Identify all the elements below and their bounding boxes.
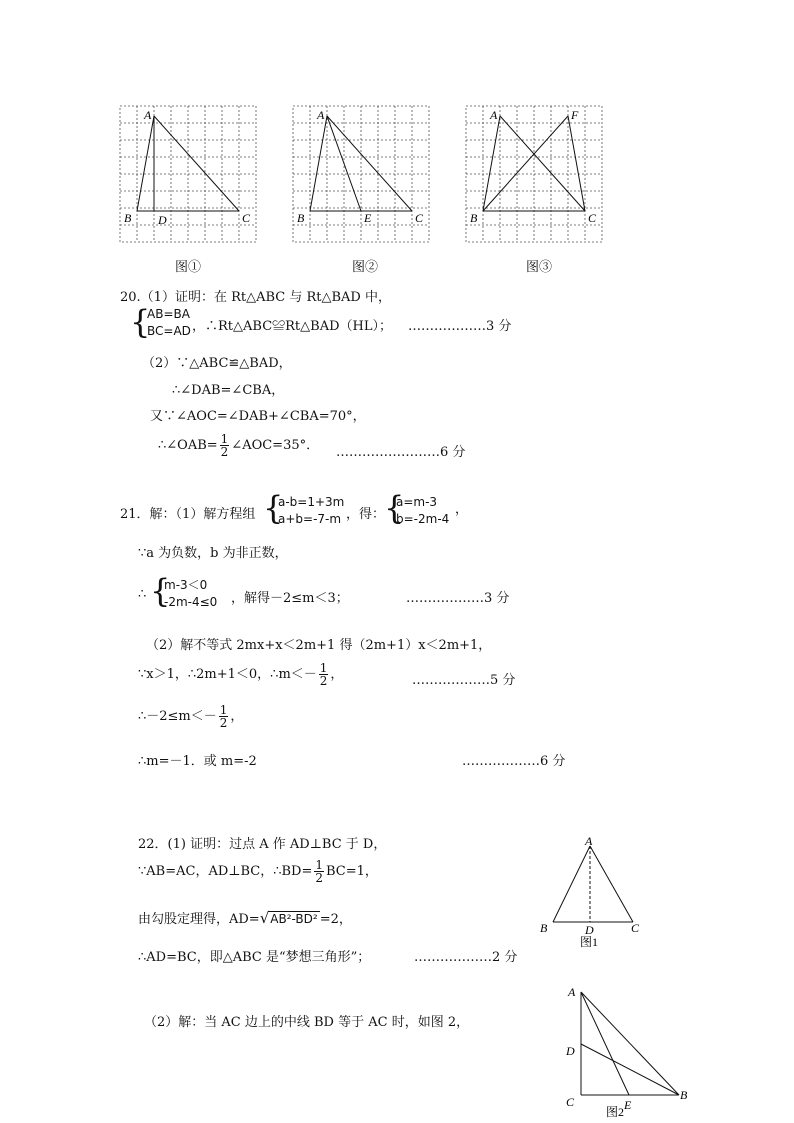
figure-1-grid (118, 104, 260, 246)
label-F: F (571, 108, 579, 122)
q21-line4-num: 1 (319, 661, 328, 675)
q21-system2 (396, 494, 449, 528)
q21-brace3: { (150, 572, 171, 610)
figure-3-grid (464, 104, 606, 246)
label-C: C (242, 211, 251, 225)
q20-frac-num: 1 (220, 432, 229, 446)
q20-line2: （2）∵△ABC≌△BAD， (142, 356, 292, 371)
q22-line2-den: 2 (315, 871, 323, 885)
q21-brace2: { (384, 489, 405, 527)
figure-1-caption: 图① (175, 260, 202, 275)
q21-res2: b=-2m-4 (396, 512, 450, 526)
q21-solve: ，解得－2≤m＜3； (231, 591, 349, 606)
sqrt-sign: √ (259, 909, 270, 927)
q21-line5a: ∴－2≤m＜－ (138, 709, 217, 724)
label-D: D (585, 923, 594, 937)
label-D: D (158, 213, 167, 227)
figure-2-caption: 图2 (606, 1105, 625, 1119)
q22-line2-num: 1 (315, 858, 323, 872)
q20-line1: 20.（1）证明：在 Rt△ABC 与 Rt△BAD 中， (120, 290, 391, 305)
q22-line5: （2）解：当 AC 边上的中线 BD 等于 AC 时，如图 2， (144, 1015, 470, 1030)
label-A: A (317, 108, 325, 122)
grid-lines (120, 106, 256, 242)
q20-sys-line2: BC=AD (147, 324, 191, 338)
q20-line3: ∴∠DAB=∠CBA， (172, 383, 285, 398)
q20-fraction (220, 433, 230, 458)
label-C: C (631, 921, 640, 935)
q22-line4: ∴AD=BC，即△ABC 是“梦想三角形”； (138, 950, 371, 965)
q21-line1a: 21．解：（1）解方程组 (120, 507, 256, 522)
q22-figure-2 (560, 982, 694, 1120)
q22-line2-fraction (314, 859, 324, 884)
q22-figure-1 (536, 834, 646, 954)
label-C: C (588, 211, 597, 225)
q20-line5 (158, 433, 319, 458)
q21-line5-den: 2 (219, 716, 228, 730)
label-A: A (568, 985, 576, 999)
figure-3-caption: 图③ (526, 260, 553, 275)
q21-line4b: ， (330, 667, 344, 682)
q22-score1: ………………2 分 (414, 950, 518, 965)
q22-line2 (138, 859, 378, 884)
q21-line3: （2）解不等式 2mx+x＜2m+1 得（2m+1）x＜2m+1， (146, 638, 492, 653)
label-B: B (540, 921, 548, 935)
q22-radicand: AB²-BD² (270, 912, 318, 926)
q20-score2: ……………………6 分 (336, 445, 466, 460)
q21-score1: ………………3 分 (406, 591, 510, 606)
q21-res1: a=m-3 (396, 495, 438, 509)
q22-line3a: 由勾股定理得，AD= (138, 912, 260, 927)
q22-line2b: BC=1， (326, 864, 378, 879)
q21-get: ，得： (346, 507, 386, 522)
q20-brace: { (130, 303, 151, 341)
figure-2-caption: 图② (352, 260, 379, 275)
q21-comma: ， (455, 502, 469, 517)
label-A: A (144, 108, 152, 122)
q22-line3 (138, 908, 352, 927)
q21-line4 (138, 662, 343, 687)
label-E: E (624, 1098, 632, 1112)
q21-line4a: ∵x＞1，∴2m+1＜0，∴m＜－ (138, 667, 317, 682)
q21-score3: ………………6 分 (462, 754, 566, 769)
q21-brace1: { (263, 489, 284, 527)
q22-line1: 22．(1) 证明：过点 A 作 AD⊥BC 于 D， (138, 837, 387, 852)
q21-score2: ………………5 分 (412, 673, 516, 688)
q21-eq2: a+b=-7-m (278, 512, 342, 526)
q21-line5 (138, 704, 243, 729)
q20-line5b: ∠AOC=35°． (231, 438, 320, 453)
q20-system (147, 306, 191, 340)
q21-eq1: a-b=1+3m (278, 495, 345, 509)
label-E: E (364, 211, 372, 225)
q20-score1: ………………3 分 (408, 319, 512, 334)
q21-therefore: ∴ (138, 587, 147, 602)
q22-line3b: =2， (319, 912, 352, 927)
label-C: C (415, 211, 424, 225)
label-B: B (470, 211, 478, 225)
q21-line2: ∵a 为负数，b 为非正数， (138, 546, 288, 561)
label-B: B (124, 211, 132, 225)
q21-line5-fraction (219, 704, 229, 729)
label-C: C (566, 1095, 575, 1109)
q22-line2a: ∵AB=AC，AD⊥BC，∴BD= (138, 864, 313, 879)
q21-ineq2: -2m-4≤0 (164, 595, 218, 609)
label-A: A (585, 834, 593, 848)
q20-line4: 又∵∠AOC=∠DAB+∠CBA=70°， (150, 409, 366, 424)
figure-2-grid (291, 104, 433, 246)
q21-system3 (164, 577, 217, 611)
q21-line6: ∴m=－1．或 m=-2 (138, 754, 257, 769)
q20-line5a: ∴∠OAB= (158, 438, 218, 453)
label-B: B (680, 1088, 688, 1102)
figure-1-caption: 图1 (580, 935, 599, 949)
q21-line5b: ， (230, 709, 244, 724)
q21-line5-num: 1 (219, 703, 228, 717)
label-B: B (297, 211, 305, 225)
q20-frac-den: 2 (220, 445, 229, 459)
q20-conclusion: ，∴Rt△ABC≌Rt△BAD（HL）； (192, 319, 392, 334)
q21-ineq1: m-3＜0 (164, 578, 208, 592)
q21-line4-fraction (319, 662, 329, 687)
q21-system1 (278, 494, 344, 528)
label-D: D (566, 1044, 575, 1058)
label-A: A (490, 108, 498, 122)
q21-line4-den: 2 (319, 674, 328, 688)
q20-sys-line1: AB=BA (147, 307, 190, 321)
